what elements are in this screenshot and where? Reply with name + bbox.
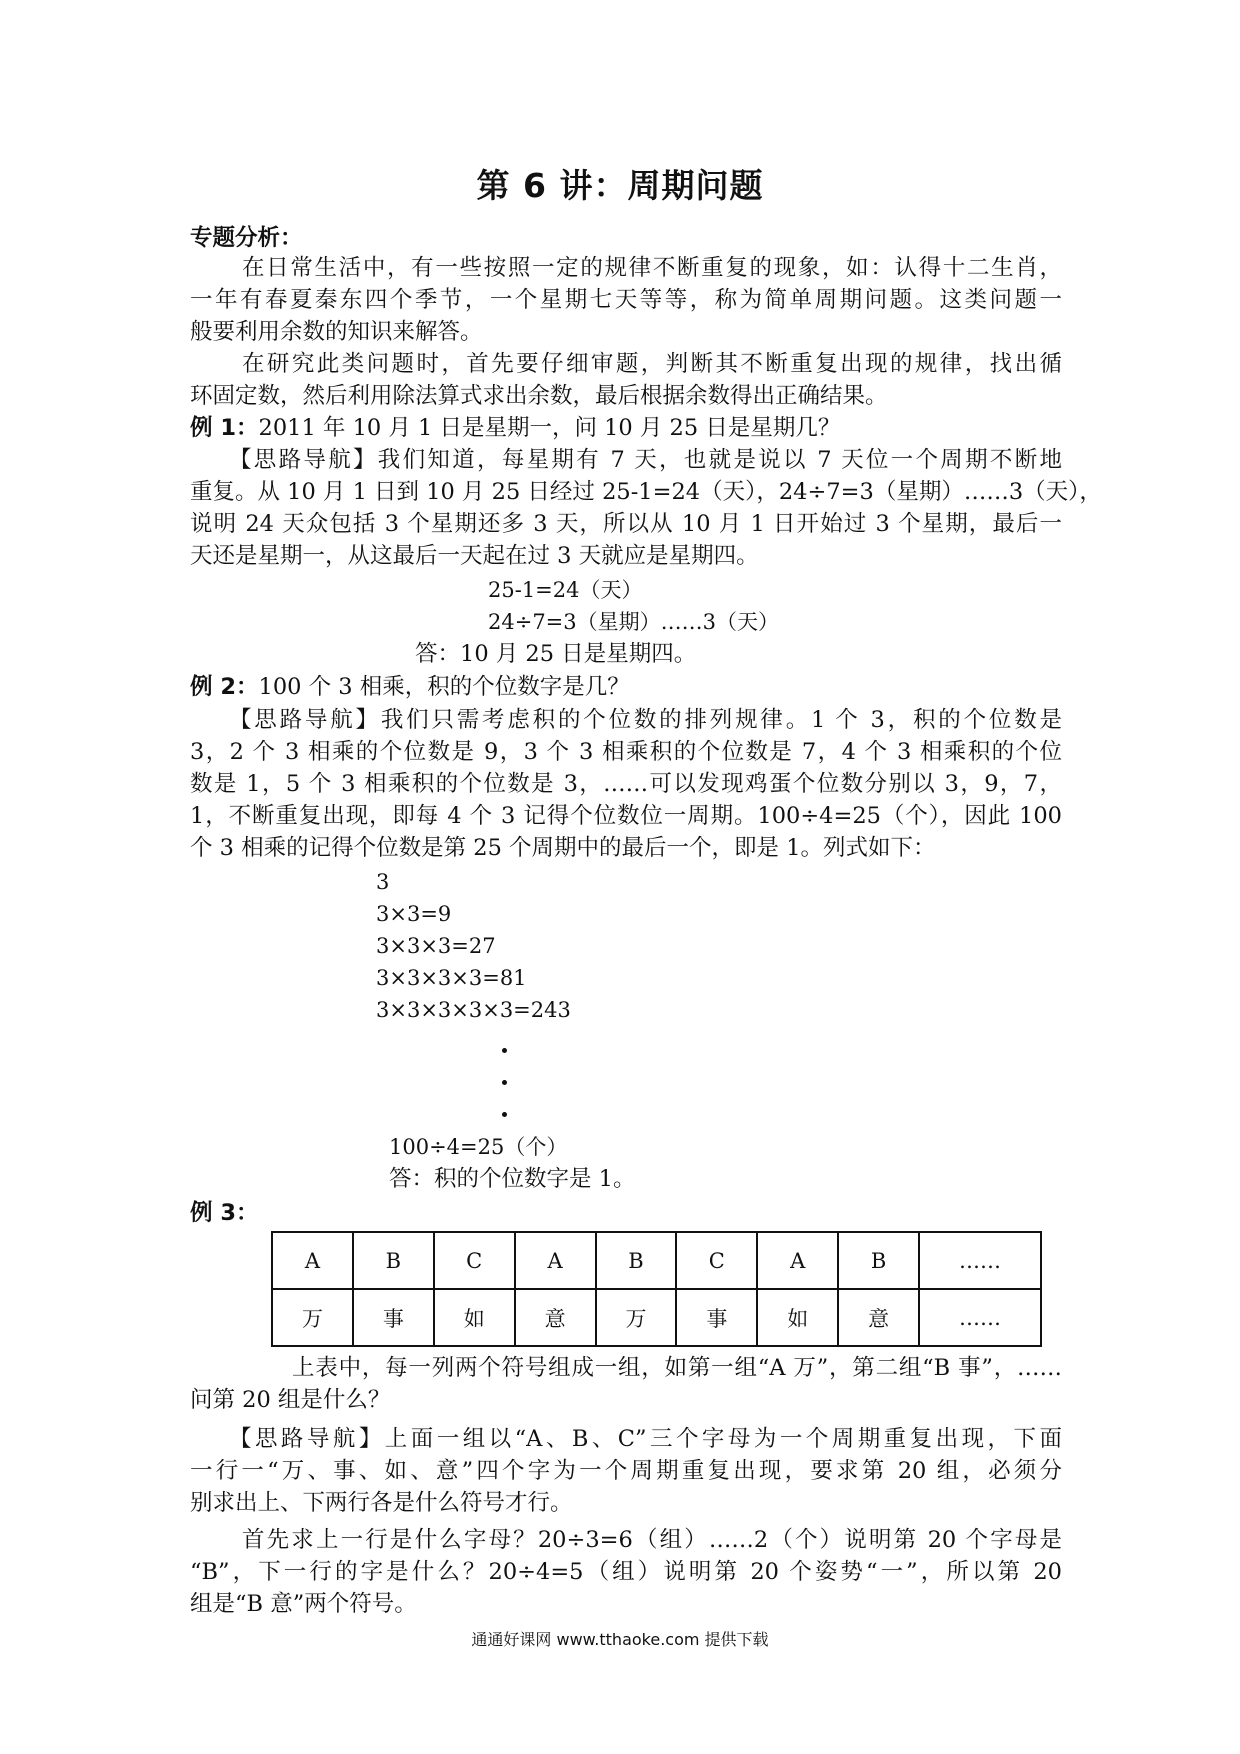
intro-line-1: 在日常生活中，有一些按照一定的规律不断重复的现象，如：认得十二生肖， [242,255,1062,281]
table-cell: A [757,1232,838,1289]
footer-credit: 通通好课网 www.tthaoke.com 提供下载 [471,1630,769,1649]
section-heading: 专题分析： [190,225,303,251]
example2-answer: 答：积的个位数字是 1。 [389,1166,636,1192]
example2-line-4: 1，不断重复出现，即每 4 个 3 记得个位数位一周期。100÷4=25（个），因此 100 [190,803,1062,829]
intro-line-3: 般要利用余数的知识来解答。 [190,319,483,345]
table-cell: B [838,1232,919,1289]
example1-line-4: 天还是星期一，从这最后一天起在过 3 天就应是星期四。 [190,543,759,569]
example2-calc-4: 3×3×3×3=81 [376,966,527,990]
example2-calc-after: 100÷4=25（个） [389,1135,568,1159]
table-row [272,1232,1041,1289]
example2-line-2: 3，2 个 3 相乘的个位数是 9，3 个 3 相乘积的个位数是 7，4 个 3 相乘积的个位 [190,739,1062,765]
example2-calc-2: 3×3=9 [376,902,452,926]
example2-question-line [190,671,1062,703]
table-cell: 意 [515,1289,596,1346]
example3-line-3: 别求出上、下两行各是什么符号才行。 [190,1490,573,1516]
example1-answer: 答：10 月 25 日是星期四。 [415,641,697,667]
intro-line-5: 环固定数，然后利用除法算式求出余数，最后根据余数得出正确结果。 [190,383,888,409]
example1-line-3: 说明 24 天众包括 3 个星期还多 3 天，所以从 10 月 1 日开始过 3 个星期，最后一 [190,511,1062,537]
example3-line-4: 首先求上一行是什么字母？20÷3=6（组）……2（个）说明第 20 个字母是 [242,1527,1062,1553]
example2-line-3: 数是 1，5 个 3 相乘积的个位数是 3，……可以发现鸡蛋个位数分别以 3，9，7， [190,771,1062,797]
table-cell: 事 [353,1289,434,1346]
example2-calc-5: 3×3×3×3×3=243 [376,998,571,1022]
example3-question-line-1: 上表中，每一列两个符号组成一组，如第一组“A 万”，第二组“B 事”，…… [292,1355,1062,1381]
example3-line-6: 组是“B 意”两个符号。 [190,1591,417,1617]
example3-line-2: 一行一“万、事、如、意”四个字为一个周期重复出现，要求第 20 组，必须分 [190,1458,1062,1484]
table-cell: C [676,1232,757,1289]
example2-line-1: 【思路导航】我们只需考虑积的个位数的排列规律。1 个 3，积的个位数是 [229,707,1062,733]
example2-calc-1: 3 [376,870,390,894]
table-cell: 意 [838,1289,919,1346]
table-cell: 事 [676,1289,757,1346]
table-cell: 如 [434,1289,515,1346]
example1-calc-2: 24÷7=3（星期）……3（天） [488,610,779,634]
example1-calc-1: 25-1=24（天） [488,578,643,602]
ellipsis-dot [502,1048,507,1053]
example3-label: 例 3： [190,1200,259,1226]
table-row [272,1289,1041,1346]
table-cell: C [434,1232,515,1289]
table-cell: …… [919,1232,1041,1289]
example1-question: 2011 年 10 月 1 日是星期一，问 10 月 25 日是星期几？ [258,415,841,441]
example3-line-5: “B”，下一行的字是什么？20÷4=5（组）说明第 20 个姿势“一”，所以第 20 [190,1559,1062,1585]
table-cell: B [353,1232,434,1289]
intro-line-4: 在研究此类问题时，首先要仔细审题，判断其不断重复出现的规律，找出循 [242,351,1062,377]
example1-line-1: 【思路导航】我们知道，每星期有 7 天，也就是说以 7 天位一个周期不断地 [229,447,1062,473]
table-cell: A [515,1232,596,1289]
table-cell: 万 [272,1289,353,1346]
example2-line-5: 个 3 相乘的记得个位数是第 25 个周期中的最后一个，即是 1。列式如下： [190,835,936,861]
table-cell: B [596,1232,677,1289]
ellipsis-dot [502,1080,507,1085]
example1-question-line [190,412,1062,444]
example3-question-line-2: 问第 20 组是什么？ [190,1387,391,1413]
page-title: 第 6 讲：周期问题 [476,166,764,205]
table-cell: 如 [757,1289,838,1346]
example3-line-1: 【思路导航】上面一组以“A、B、C”三个字母为一个周期重复出现，下面 [229,1426,1062,1452]
pattern-table [271,1231,1042,1347]
example2-question: 100 个 3 相乘，积的个位数字是几？ [258,674,630,700]
example1-label: 例 1： [190,415,259,441]
table-cell: …… [919,1289,1041,1346]
ellipsis-dot [502,1112,507,1117]
table-cell: 万 [596,1289,677,1346]
example2-calc-3: 3×3×3=27 [376,934,496,958]
example1-line-2: 重复。从 10 月 1 日到 10 月 25 日经过 25-1=24（天），24÷7=3（星期）……3（天）， [190,479,1102,505]
table-cell: A [272,1232,353,1289]
intro-line-2: 一年有春夏秦东四个季节，一个星期七天等等，称为简单周期问题。这类问题一 [190,287,1062,313]
example2-label: 例 2： [190,674,259,700]
